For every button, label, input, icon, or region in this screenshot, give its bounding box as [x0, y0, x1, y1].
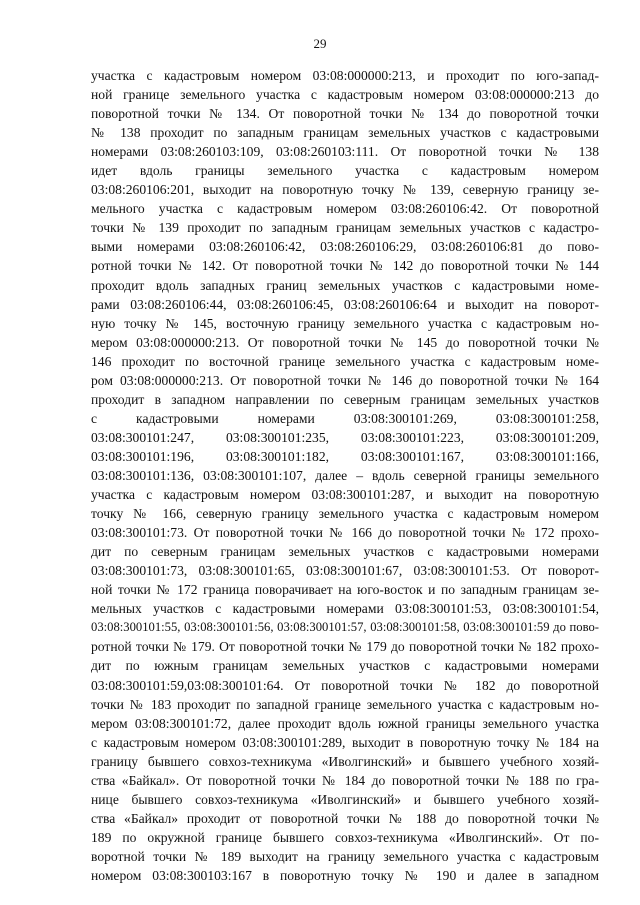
text-line: ротной точки № 179. От поворотной точки № 179 до поворотной точки № 182 прохо- — [91, 639, 599, 655]
text-line: точку № 166, северную границу земельного участка с кадастровым номером — [91, 506, 599, 522]
text-line: мером 03:08:000000:213. От поворотной точки № 145 до поворотной точки № — [91, 334, 599, 350]
text-line: ром 03:08:000000:213. От поворотной точки № 146 до поворотной точки № 164 — [91, 372, 599, 388]
text-line: воротной точки № 189 выходит на границу земельного участка с кадастровым — [91, 848, 599, 864]
text-line: 146 проходит по восточной границе земельного участка с кадастровым номе- — [91, 353, 599, 369]
text-line: 03:08:260106:201, выходит на поворотную точку № 139, северную границу зе- — [91, 182, 599, 198]
text-line: дит по северным границам земельных участков с кадастровыми номерами — [91, 544, 599, 560]
text-line: рами 03:08:260106:44, 03:08:260106:45, 03:08:260106:64 и выходит на поворот- — [91, 296, 599, 312]
text-line: участка с кадастровым номером 03:08:000000:213, и проходит по юго-запад- — [91, 68, 599, 83]
text-line: 03:08:300101:55, 03:08:300101:56, 03:08:300101:57, 03:08:300101:58, 03:08:300101:59 до пово- — [91, 620, 599, 635]
text-line: ства «Байкал». От поворотной точки № 184 до поворотной точки № 188 по гра- — [91, 772, 599, 788]
document-body-text — [91, 66, 599, 885]
text-line: номером 03:08:300103:167 в поворотную точку № 190 и далее в западном — [91, 867, 599, 883]
text-line: ства «Байкал» проходит от поворотной точки № 188 до поворотной точки № — [91, 810, 599, 826]
text-line: проходит в западном направлении по северным границам земельных участков — [91, 391, 599, 407]
text-line: 03:08:300101:247, 03:08:300101:235, 03:08:300101:223, 03:08:300101:209, — [91, 429, 599, 445]
text-line: границу бывшего совхоз-техникума «Иволгинский» и бывшего учебного хозяй- — [91, 753, 599, 769]
text-line: номерами 03:08:260103:109, 03:08:260103:111. От поворотной точки № 138 — [91, 144, 599, 160]
text-line: участка с кадастровым номером 03:08:300101:287, и выходит на поворотную — [91, 487, 599, 503]
text-line: мельного участка с кадастровым номером 03:08:260106:42. От поворотной — [91, 201, 599, 217]
text-line: поворотной точки № 134. От поворотной точки № 134 до поворотной точки — [91, 106, 599, 122]
text-line: 03:08:300101:136, 03:08:300101:107, далее – вдоль северной границы земельного — [91, 467, 599, 483]
text-line: № 138 проходит по западным границам земельных участков с кадастровыми — [91, 125, 599, 141]
text-line: идет вдоль границы земельного участка с кадастровым номером — [91, 163, 599, 179]
text-line: мером 03:08:300101:72, далее проходит вдоль южной границы земельного участка — [91, 715, 599, 731]
text-line: мельных участков с кадастровыми номерами 03:08:300101:53, 03:08:300101:54, — [91, 601, 599, 617]
text-line: проходит вдоль западных границ земельных участков с кадастровыми номе- — [91, 277, 599, 293]
text-line: ную точку № 145, восточную границу земельного участка с кадастровым но- — [91, 315, 599, 331]
text-line: с кадастровым номером 03:08:300101:289, выходит в поворотную точку № 184 на — [91, 734, 599, 750]
text-line: 03:08:300101:73. От поворотной точки № 166 до поворотной точки № 172 прохо- — [91, 525, 599, 541]
page-number: 29 — [313, 36, 327, 51]
text-line: с кадастровыми номерами 03:08:300101:269, 03:08:300101:258, — [91, 410, 599, 426]
text-line: 03:08:300101:73, 03:08:300101:65, 03:08:300101:67, 03:08:300101:53. От поворот- — [91, 563, 599, 579]
text-line: нице бывшего совхоз-техникума «Иволгинский» и бывшего учебного хозяй- — [91, 791, 599, 807]
text-line: выми номерами 03:08:260106:42, 03:08:260106:29, 03:08:260106:81 до пово- — [91, 239, 599, 255]
text-line: 189 по окружной границе бывшего совхоз-техникума «Иволгинский». От по- — [91, 829, 599, 845]
text-line: точки № 139 проходит по западным границам земельных участков с кадастро- — [91, 220, 599, 236]
text-line: 03:08:300101:196, 03:08:300101:182, 03:08:300101:167, 03:08:300101:166, — [91, 448, 599, 464]
text-line: точки № 183 проходит по западной границе земельного участка с кадастровым но- — [91, 696, 599, 712]
text-line: дит по южным границам земельных участков с кадастровыми номерами — [91, 658, 599, 674]
text-line: ной точки № 172 граница поворачивает на юго-восток и по западным границам зе- — [91, 582, 599, 598]
text-line: 03:08:300101:59,03:08:300101:64. От поворотной точки № 182 до поворотной — [91, 677, 599, 693]
text-line: ротной точки № 142. От поворотной точки № 142 до поворотной точки № 144 — [91, 258, 599, 274]
text-line: ной границе земельного участка с кадастровым номером 03:08:000000:213 до — [91, 87, 599, 103]
